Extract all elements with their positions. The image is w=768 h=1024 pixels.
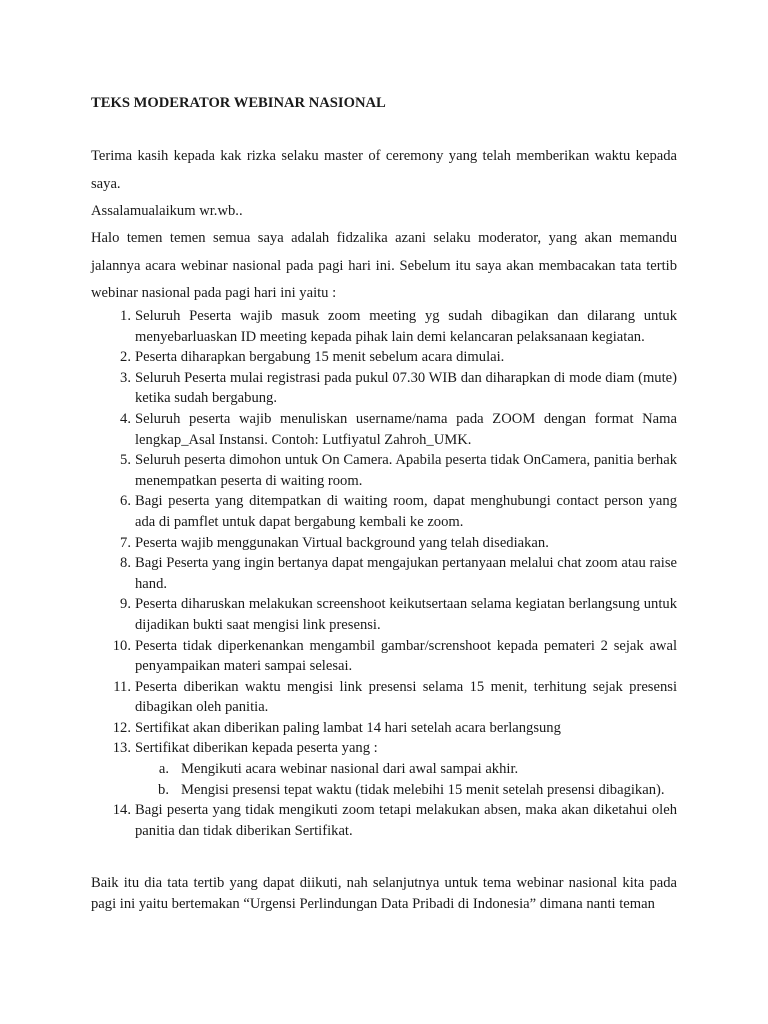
sub-list-item — [135, 780, 677, 801]
list-number: 13. — [112, 740, 131, 757]
list-number: 12. — [112, 719, 131, 736]
list-number: 1. — [120, 308, 131, 324]
list-text: Peserta diharuskan melakukan screenshoot keikutsertaan selama kegiatan berlangsung untuk dijadikan bukti saat mengisi link presensi. — [135, 596, 677, 633]
list-item — [91, 368, 677, 409]
list-item — [91, 677, 677, 718]
list-text: Seluruh Peserta mulai registrasi pada pukul 07.30 WIB dan diharapkan di mode diam (mute) ketika sudah bergabung. — [135, 369, 677, 407]
list-item — [91, 306, 677, 347]
list-number: 8. — [120, 555, 131, 572]
sub-list-letter: a. — [158, 761, 169, 778]
closing-paragraph: Baik itu dia tata tertib yang dapat diikuti, nah selanjutnya untuk tema webinar nasional kita pada pagi ini yaitu bertemakan “Urgensi Perlindungan Data Pribadi di Indonesia” dimana nanti teman — [91, 875, 677, 912]
list-number: 3. — [120, 369, 131, 386]
list-number: 5. — [120, 452, 131, 469]
sub-list-text: Mengikuti acara webinar nasional dari awal sampai akhir. — [181, 761, 519, 778]
list-number: 9. — [120, 596, 131, 613]
list-number: 4. — [120, 410, 131, 427]
intro-body: Halo temen temen semua saya adalah fidzalika azani selaku moderator, yang akan memandu jalannya acara webinar nasional pada pagi hari ini. Sebelum itu saya akan membacakan tata tertib webinar nasional pada pagi hari ini yaitu : — [91, 230, 677, 301]
document-title: TEKS MODERATOR WEBINAR NASIONAL — [91, 95, 386, 111]
list-item — [91, 533, 677, 554]
list-item — [91, 553, 677, 594]
list-number: 7. — [120, 534, 131, 551]
list-item — [91, 738, 677, 800]
list-text: Peserta tidak diperkenankan mengambil gambar/screnshoot kepada pemateri 2 sejak awal penyampaikan materi sampai selesai. — [135, 637, 677, 675]
rules-list — [91, 306, 677, 841]
list-text: Sertifikat diberikan kepada peserta yang : — [135, 740, 378, 757]
sub-list-letter: b. — [158, 781, 169, 798]
greeting: Assalamualaikum wr.wb.. — [91, 203, 243, 219]
list-item — [91, 347, 677, 368]
list-text: Peserta diharapkan bergabung 15 menit sebelum acara dimulai. — [135, 349, 505, 366]
list-text: Peserta diberikan waktu mengisi link presensi selama 15 menit, terhitung sejak presensi dibagikan oleh panitia. — [135, 678, 677, 716]
sub-list — [135, 759, 677, 800]
list-text: Peserta wajib menggunakan Virtual background yang telah disediakan. — [135, 534, 549, 551]
list-item — [91, 636, 677, 677]
list-number: 6. — [120, 493, 131, 510]
list-item — [91, 594, 677, 635]
list-text: Seluruh Peserta wajib masuk zoom meeting yg sudah dibagikan dan dilarang untuk menyebarluaskan ID meeting kepada pihak lain demi kelancaran pelaksanaan kegiatan. — [135, 308, 677, 345]
intro-thanks: Terima kasih kepada kak rizka selaku master of ceremony yang telah memberikan waktu kepada saya. — [91, 148, 677, 192]
list-text: Seluruh peserta dimohon untuk On Camera. Apabila peserta tidak OnCamera, panitia berhak menempatkan peserta di waiting room. — [135, 452, 677, 489]
list-number: 2. — [120, 349, 131, 366]
list-text: Bagi Peserta yang ingin bertanya dapat mengajukan pertanyaan melalui chat zoom atau raise hand. — [135, 555, 677, 592]
list-number: 14. — [112, 802, 131, 819]
list-text: Bagi peserta yang ditempatkan di waiting room, dapat menghubungi contact person yang ada di pamflet untuk dapat bergabung kembali ke zoom. — [135, 493, 677, 530]
sub-list-item — [135, 759, 677, 780]
list-item — [91, 800, 677, 841]
list-item — [91, 409, 677, 450]
list-text: Bagi peserta yang tidak mengikuti zoom tetapi melakukan absen, maka akan diketahui oleh panitia dan tidak diberikan Sertifikat. — [135, 802, 677, 839]
list-text: Seluruh peserta wajib menuliskan username/nama pada ZOOM dengan format Nama lengkap_Asal Instansi. Contoh: Lutfiyatul Zahroh_UMK. — [135, 410, 677, 448]
list-number: 10. — [112, 637, 131, 654]
list-item — [91, 491, 677, 532]
list-item — [91, 450, 677, 491]
list-item — [91, 718, 677, 739]
sub-list-text: Mengisi presensi tepat waktu (tidak melebihi 15 menit setelah presensi dibagikan). — [181, 781, 665, 798]
list-text: Sertifikat akan diberikan paling lambat 14 hari setelah acara berlangsung — [135, 719, 561, 736]
list-number: 11. — [113, 678, 131, 695]
